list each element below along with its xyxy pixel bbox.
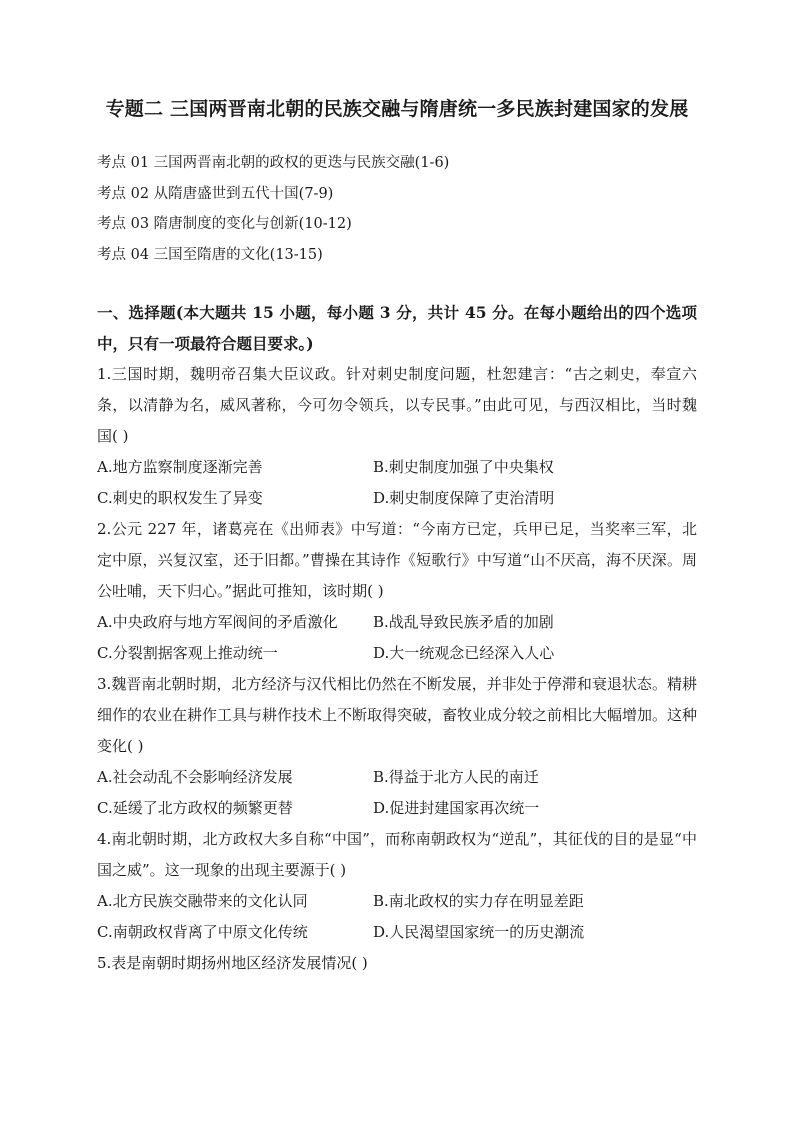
question-stem: 5.表是南朝时期扬州地区经济发展情况( ) [97, 954, 368, 972]
option-grid [97, 762, 697, 824]
option-d: D.促进封建国家再次统一 [373, 799, 540, 817]
kaodian-item: 考点 02 从隋唐盛世到五代十国(7-9) [97, 185, 334, 202]
kaodian-item: 考点 04 三国至隋唐的文化(13-15) [97, 246, 323, 263]
section-heading: 一、选择题(本大题共 15 小题，每小题 3 分，共计 45 分。在每小题给出的四个选项中，只有一项最符合题目要求。) [97, 303, 697, 353]
question-3 [97, 669, 697, 824]
kaodian-list [97, 148, 697, 270]
option-a: A.中央政府与地方军阀间的矛盾激化 [97, 613, 338, 631]
option-a: A.地方监察制度逐渐完善 [97, 458, 263, 476]
question-stem: 3.魏晋南北朝时期，北方经济与汉代相比仍然在不断发展，并非处于停滞和衰退状态。精耕细作的农业在耕作工具与耕作技术上不断取得突破，畜牧业成分较之前相比大幅增加。这种变化( ) [97, 675, 698, 755]
option-b: B.战乱导致民族矛盾的加剧 [373, 613, 554, 631]
option-b: B.得益于北方人民的南迁 [373, 768, 539, 786]
option-c: C.刺史的职权发生了异变 [97, 489, 263, 507]
question-stem: 4.南北朝时期，北方政权大多自称“中国”，而称南朝政权为“逆乱”，其征伐的目的是显“中国之威”。这一现象的出现主要源于( ) [97, 830, 697, 879]
page-title: 专题二 三国两晋南北朝的民族交融与隋唐统一多民族封建国家的发展 [105, 98, 689, 120]
kaodian-item: 考点 01 三国两晋南北朝的政权的更迭与民族交融(1-6) [97, 155, 450, 171]
question-5 [97, 948, 697, 979]
option-d: D.刺史制度保障了吏治清明 [373, 489, 555, 507]
option-b: B.刺史制度加强了中央集权 [373, 458, 554, 476]
question-2 [97, 514, 697, 669]
option-d: D.人民渴望国家统一的历史潮流 [373, 923, 585, 941]
option-grid [97, 607, 697, 669]
question-stem: 1.三国时期，魏明帝召集大臣议政。针对刺史制度问题，杜恕建言：“古之刺史，奉宣六条，以清静为名，威风著称，今可勿令领兵，以专民事。”由此可见，与西汉相比，当时魏国( ) [97, 365, 697, 445]
kaodian-item: 考点 03 隋唐制度的变化与创新(10-12) [97, 216, 352, 232]
question-stem: 2.公元 227 年，诸葛亮在《出师表》中写道：“今南方已定，兵甲已足，当奖率三军，北定中原，兴复汉室，还于旧都。”曹操在其诗作《短歌行》中写道“山不厌高，海不厌深。周公吐哺，天下归心。”据此可推知，该时期( ) [97, 520, 697, 600]
option-a: A.北方民族交融带来的文化认同 [97, 892, 308, 910]
option-grid [97, 886, 697, 948]
option-c: C.分裂割据客观上推动统一 [97, 644, 278, 662]
option-c: C.南朝政权背离了中原文化传统 [97, 923, 308, 941]
option-c: C.延缓了北方政权的频繁更替 [97, 799, 293, 817]
option-b: B.南北政权的实力存在明显差距 [373, 892, 584, 910]
option-a: A.社会动乱不会影响经济发展 [97, 768, 293, 786]
question-1 [97, 359, 697, 514]
option-grid [97, 452, 697, 514]
question-4 [97, 824, 697, 948]
option-d: D.大一统观念已经深入人心 [373, 644, 555, 662]
